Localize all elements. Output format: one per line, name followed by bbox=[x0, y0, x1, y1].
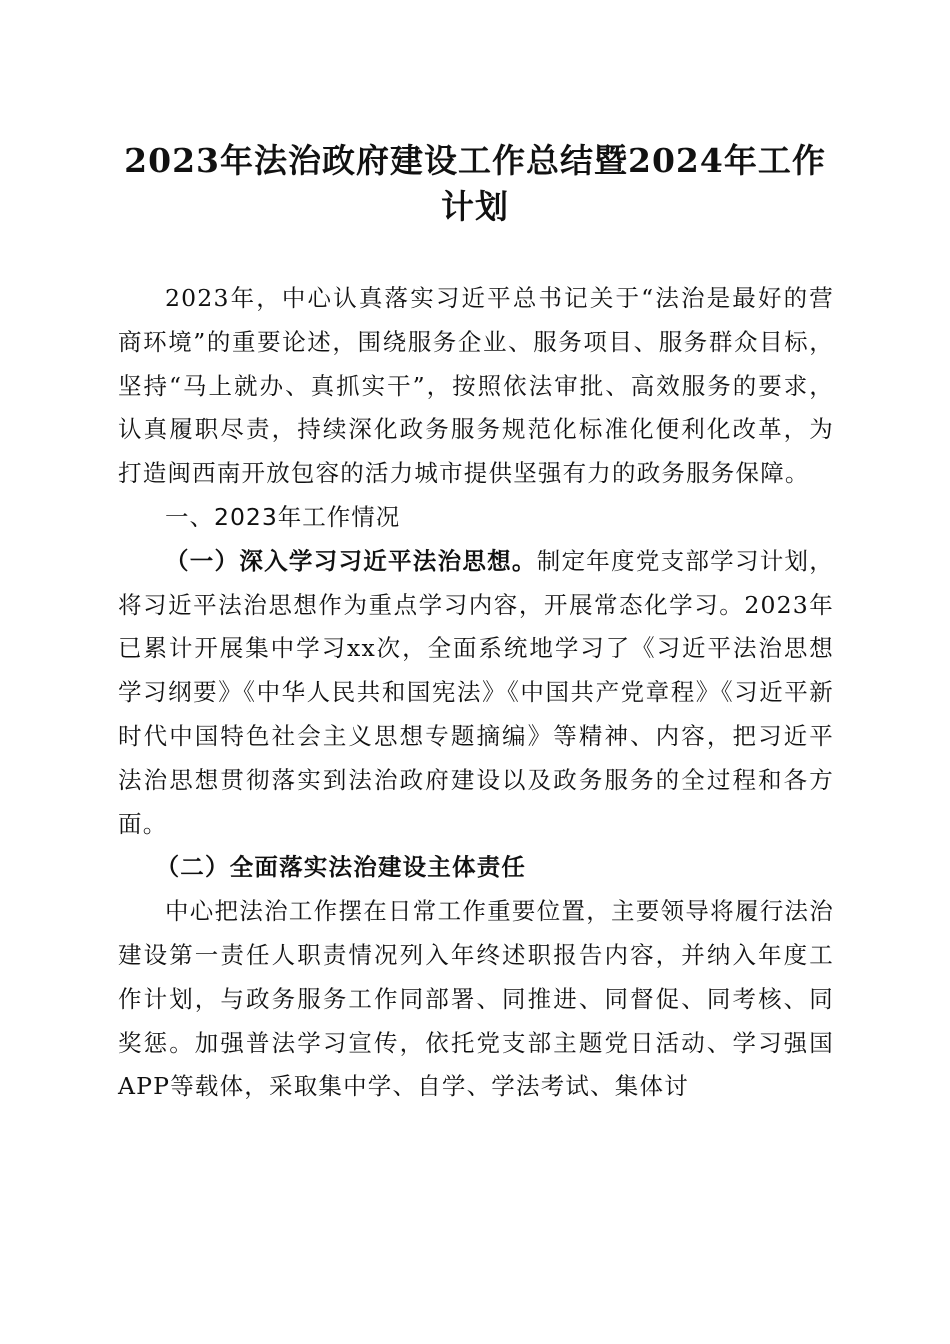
document-title: 2023年法治政府建设工作总结暨2024年工作计划 bbox=[124, 141, 826, 226]
subsection-1-lead: （一）深入学习习近平法治思想。 bbox=[165, 546, 537, 575]
subsection-1-paragraph bbox=[118, 540, 834, 847]
section-heading-work-2023: 一、2023年工作情况 bbox=[165, 502, 401, 531]
intro-paragraph: 2023年，中心认真落实习近平总书记关于“法治是最好的营商环境”的重要论述，围绕服务企业、服务项目、服务群众目标，坚持“马上就办、真抓实干”，按照依法审批、高效服务的要求，认真履职尽责，持续深化政务服务规范化标准化便利化改革，为打造闽西南开放包容的活力城市提供坚强有力的政务服务保障。 bbox=[118, 284, 834, 488]
subsection-2-paragraph: 中心把法治工作摆在日常工作重要位置，主要领导将履行法治建设第一责任人职责情况列入年终述职报告内容，并纳入年度工作计划，与政务服务工作同部署、同推进、同督促、同考核、同奖惩。加强普法学习宣传，依托党支部主题党日活动、学习强国APP等载体，采取集中学、自学、学法考试、集体讨 bbox=[118, 897, 834, 1101]
document-body bbox=[118, 277, 834, 1109]
subsection-2-heading: （二）全面落实法治建设主体责任 bbox=[155, 853, 527, 882]
subsection-1-text: 制定年度党支部学习计划，将习近平法治思想作为重点学习内容，开展常态化学习。2023年已累计开展集中学习xx次，全面系统地学习了《习近平法治思想学习纲要》《中华人民共和国宪法》《中国共产党章程》《习近平新时代中国特色社会主义思想专题摘编》等精神、内容，把习近平法治思想贯彻落实到法治政府建设以及政务服务的全过程和各方面。 bbox=[118, 546, 835, 838]
